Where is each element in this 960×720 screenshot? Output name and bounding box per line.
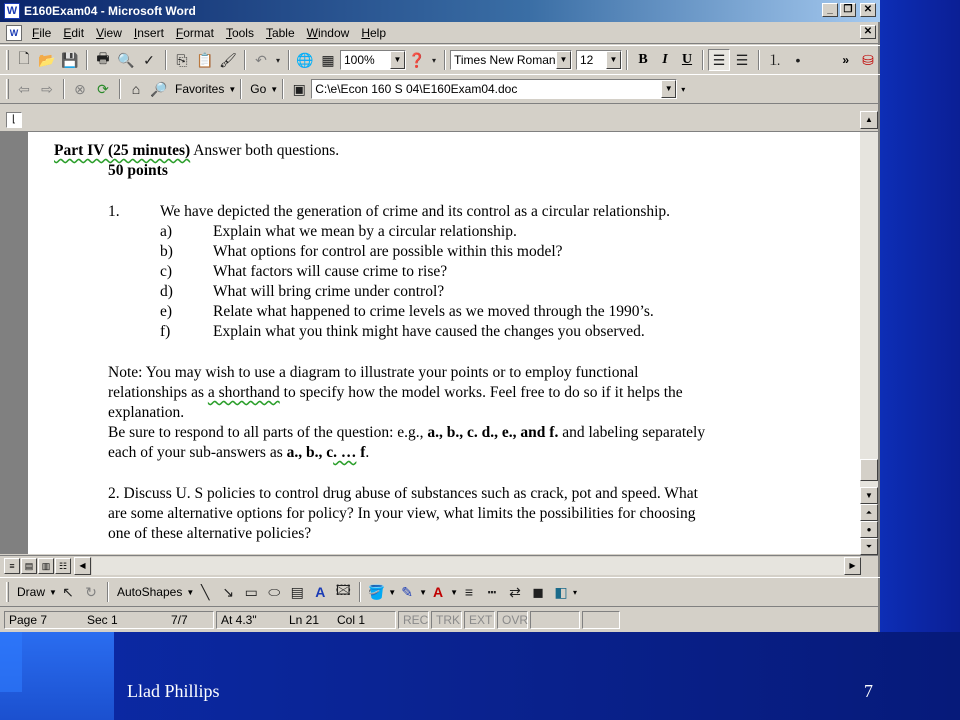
- note-line-3: explanation.: [108, 404, 185, 421]
- points-label: 50 points: [108, 162, 168, 179]
- line-color-dropdown-icon[interactable]: ▼: [419, 587, 428, 597]
- q1-item-text: Explain what you think might have caused the changes you observed.: [213, 323, 645, 340]
- undo-dropdown-icon[interactable]: ▾: [275, 55, 280, 65]
- font-color-dropdown-icon[interactable]: ▼: [450, 587, 459, 597]
- instruction-line-1-end: and labeling separately: [558, 424, 706, 441]
- zoom-value: 100%: [344, 53, 375, 67]
- menu-file[interactable]: File: [32, 25, 52, 40]
- font-size-value: 12: [580, 53, 594, 67]
- instruction-line-2-parts: a., b., c: [286, 444, 334, 461]
- stop-icon[interactable]: ⊗: [74, 80, 86, 97]
- word-app-icon[interactable]: W: [4, 3, 20, 19]
- status-page-count: 7/7: [171, 613, 188, 627]
- fill-color-icon[interactable]: 🪣: [367, 583, 385, 600]
- status-section: Sec 1: [87, 613, 118, 627]
- line-icon[interactable]: ╲: [201, 583, 210, 600]
- fill-color-dropdown-icon[interactable]: ▼: [388, 587, 397, 597]
- toolbar-separator: [288, 50, 290, 70]
- instruction-line-1: [108, 424, 705, 442]
- window-title: E160Exam04 - Microsoft Word: [24, 4, 196, 18]
- q1-item-label: d): [160, 283, 173, 300]
- autoshapes-menu[interactable]: AutoShapes: [116, 585, 183, 599]
- instruction-line-2-period: .: [365, 444, 370, 461]
- close-button[interactable]: ✕: [860, 3, 876, 17]
- draw-dropdown-icon[interactable]: ▼: [49, 587, 57, 597]
- go-dropdown-icon[interactable]: ▼: [270, 84, 279, 94]
- forward-arrow-icon[interactable]: ⇨: [41, 80, 53, 97]
- font-color-icon[interactable]: A: [433, 584, 444, 600]
- zoom-dropdown-icon[interactable]: ▼: [390, 51, 405, 69]
- q1-number: 1.: [108, 203, 120, 220]
- font-size-combo[interactable]: [576, 50, 622, 70]
- arrow-icon[interactable]: ↘: [222, 583, 235, 600]
- document-icon[interactable]: W: [6, 25, 22, 41]
- web-layout-view-icon[interactable]: ▤: [21, 558, 37, 574]
- slide-right-strip: [880, 0, 960, 632]
- help-icon[interactable]: ❓: [408, 51, 426, 68]
- title-bar[interactable]: [0, 0, 880, 22]
- menu-insert[interactable]: Insert: [133, 25, 164, 40]
- table-icon[interactable]: ▦: [321, 51, 335, 68]
- heading-part: Part IV (25 minutes): [54, 142, 191, 159]
- drawing-toolbar-options-icon[interactable]: ▾: [573, 587, 578, 597]
- scroll-up-button[interactable]: ▲: [860, 111, 878, 129]
- align-left-icon[interactable]: ☰: [708, 49, 730, 71]
- q2-line-2: are some alternative options for policy? In your view, what limits the possibilities for choosing: [108, 505, 696, 522]
- menu-tools[interactable]: Tools: [225, 25, 254, 40]
- refresh-icon[interactable]: ⟳: [97, 80, 109, 97]
- toolbar-separator: [107, 582, 109, 602]
- status-trk[interactable]: TRK: [431, 611, 462, 629]
- scroll-right-icon[interactable]: ▶: [844, 557, 861, 575]
- q1-item-label: c): [160, 263, 173, 280]
- italic-button[interactable]: I: [662, 52, 668, 67]
- format-painter-icon[interactable]: 🖌: [219, 51, 237, 68]
- q1-item-text: What options for control are possible within this model?: [213, 243, 563, 260]
- scroll-left-icon[interactable]: ◀: [74, 557, 91, 575]
- menu-window[interactable]: Window: [306, 25, 350, 40]
- note-line-2: [108, 384, 683, 402]
- status-rec[interactable]: REC: [398, 611, 429, 629]
- show-only-web-toolbar-icon[interactable]: ▣: [292, 80, 306, 97]
- q1-item-text: What will bring crime under control?: [213, 283, 445, 300]
- instruction-line-2: [108, 444, 369, 462]
- select-browse-object-icon[interactable]: ●: [860, 521, 878, 538]
- bold-button[interactable]: B: [638, 52, 648, 67]
- q1-item-label: f): [160, 323, 171, 340]
- q1-item-label: b): [160, 243, 173, 260]
- print-preview-icon[interactable]: 🔍: [117, 51, 135, 68]
- toolbar-separator: [165, 50, 167, 70]
- go-menu[interactable]: Go: [250, 82, 267, 96]
- undo-icon[interactable]: ↶: [255, 51, 267, 68]
- menu-help[interactable]: Help: [361, 25, 387, 40]
- status-page-section: [4, 611, 214, 629]
- status-ovr[interactable]: OVR: [497, 611, 528, 629]
- standard-toolbar: [0, 45, 880, 75]
- q2-line-1: 2. Discuss U. S policies to control drug abuse of substances such as crack, pot and speed. What: [108, 485, 698, 502]
- normal-view-icon[interactable]: ≡: [4, 558, 20, 574]
- acrobat-pdf-icon[interactable]: ⛁: [862, 51, 874, 68]
- draw-menu[interactable]: Draw: [17, 585, 46, 599]
- status-ext[interactable]: EXT: [464, 611, 495, 629]
- oval-icon[interactable]: ⬭: [268, 583, 281, 600]
- toolbar-overflow-icon[interactable]: »: [842, 53, 849, 67]
- menu-view[interactable]: View: [96, 25, 122, 40]
- select-objects-icon[interactable]: ↖: [62, 583, 74, 600]
- toolbar-separator: [626, 50, 628, 70]
- toolbar-separator: [444, 50, 446, 70]
- note-line-2-end: to specify how the model works. Feel free to do so if it helps the: [279, 384, 683, 401]
- favorites-dropdown-icon[interactable]: ▼: [228, 84, 237, 94]
- status-line: Ln 21: [289, 613, 320, 627]
- instruction-line-2-start: each of your sub-answers as: [108, 444, 287, 461]
- web-toolbar: [0, 74, 880, 104]
- address-dropdown-icon[interactable]: ▼: [661, 80, 676, 98]
- slide-author: Llad Phillips: [127, 681, 220, 701]
- shadow-icon[interactable]: ◼: [532, 583, 544, 600]
- q1-item-label: a): [160, 223, 173, 240]
- free-rotate-icon[interactable]: ↻: [85, 583, 97, 600]
- hyperlink-icon[interactable]: 🌐: [296, 51, 314, 68]
- minimize-button[interactable]: _: [822, 3, 838, 17]
- toolbar-separator: [702, 50, 704, 70]
- slide-left-block: [0, 632, 22, 692]
- search-web-icon[interactable]: 🔎: [150, 80, 168, 97]
- status-bar: [0, 608, 880, 632]
- save-icon[interactable]: 💾: [61, 51, 79, 68]
- vertical-scroll-thumb[interactable]: [860, 459, 878, 481]
- instruction-line-1-parts: a., b., c. d., e., and f.: [427, 424, 559, 441]
- restore-button[interactable]: ❐: [840, 3, 856, 17]
- menu-bar: [0, 22, 880, 44]
- previous-page-icon[interactable]: ⏶: [860, 504, 878, 521]
- back-arrow-icon[interactable]: ⇦: [18, 80, 30, 97]
- toolbar-separator: [119, 79, 121, 99]
- document-page[interactable]: [28, 132, 860, 554]
- favorites-menu[interactable]: Favorites: [175, 82, 225, 96]
- font-name-value: Times New Roman: [454, 53, 556, 67]
- next-page-icon[interactable]: ⏷: [860, 538, 878, 555]
- toolbar-separator: [63, 79, 65, 99]
- copy-icon[interactable]: ⎘: [176, 51, 188, 68]
- note-line-2-flagged: a shorthand: [207, 384, 280, 401]
- status-language: [530, 611, 580, 629]
- outline-view-icon[interactable]: ☷: [55, 558, 71, 574]
- status-spelling[interactable]: [582, 611, 620, 629]
- instruction-line-1-start: Be sure to respond to all parts of the question: e.g.,: [108, 424, 428, 441]
- q1-item-text: Relate what happened to crime levels as we moved through the 1990’s.: [213, 303, 654, 320]
- vertical-scrollbar[interactable]: [860, 132, 878, 554]
- toolbar-separator: [282, 79, 284, 99]
- ruler-row: [0, 104, 880, 132]
- paste-icon[interactable]: 📋: [196, 51, 214, 68]
- status-page: Page 7: [9, 613, 48, 627]
- bullets-icon[interactable]: •: [795, 52, 801, 68]
- slide-page-number: 7: [864, 681, 873, 701]
- arrow-style-icon[interactable]: ⇄: [509, 583, 521, 600]
- line-color-icon[interactable]: ✎: [401, 583, 414, 600]
- font-name-dropdown-icon[interactable]: ▼: [556, 51, 571, 69]
- status-at: At 4.3": [221, 613, 257, 627]
- q1-item-text: Explain what we mean by a circular relationship.: [213, 223, 517, 240]
- q1-item-label: e): [160, 303, 173, 320]
- autoshapes-dropdown-icon[interactable]: ▼: [186, 587, 195, 597]
- toolbar-separator: [758, 50, 760, 70]
- dash-style-icon[interactable]: ┅: [487, 583, 497, 600]
- 3d-icon[interactable]: ◧: [554, 583, 568, 600]
- heading-instruction: Answer both questions.: [190, 142, 340, 159]
- font-name-combo[interactable]: [450, 50, 572, 70]
- q2-line-3: one of these alternative policies?: [108, 525, 312, 542]
- toolbar-grip[interactable]: [6, 50, 9, 70]
- tab-selector-icon[interactable]: ⌊: [6, 112, 22, 128]
- toolbar-separator: [240, 79, 242, 99]
- font-size-dropdown-icon[interactable]: ▼: [606, 51, 621, 69]
- toolbar-separator: [244, 50, 246, 70]
- toolbar-separator: [86, 50, 88, 70]
- toolbar-grip[interactable]: [6, 582, 9, 602]
- menu-table[interactable]: Table: [265, 25, 295, 40]
- web-toolbar-options-icon[interactable]: ▾: [681, 84, 686, 94]
- align-center-icon[interactable]: ☰: [735, 51, 749, 68]
- document-close-button[interactable]: ✕: [860, 25, 876, 39]
- toolbar-grip[interactable]: [6, 79, 9, 99]
- spelling-icon[interactable]: ✓: [143, 51, 155, 68]
- horizontal-scrollbar-row: [0, 555, 880, 575]
- zoom-combo[interactable]: [340, 50, 406, 70]
- line-style-icon[interactable]: ≡: [464, 584, 474, 600]
- menu-edit[interactable]: Edit: [63, 25, 85, 40]
- wordart-icon[interactable]: A: [315, 584, 326, 600]
- heading-line: [54, 142, 339, 160]
- numbering-icon[interactable]: ⒈: [768, 52, 782, 68]
- print-layout-view-icon[interactable]: ▥: [38, 558, 54, 574]
- home-icon[interactable]: ⌂: [131, 81, 141, 97]
- underline-button[interactable]: U: [681, 52, 693, 67]
- status-position: [216, 611, 396, 629]
- menu-format[interactable]: Format: [175, 25, 214, 40]
- new-document-icon[interactable]: 🗋: [18, 50, 30, 66]
- text-box-icon[interactable]: ▤: [290, 583, 304, 600]
- drawing-toolbar: [0, 577, 880, 607]
- q1-item-text: What factors will cause crime to rise?: [213, 263, 448, 280]
- instruction-line-2-ellipsis: . …: [333, 444, 357, 461]
- help-dropdown-icon[interactable]: ▾: [431, 55, 436, 65]
- note-line-1: Note: You may wish to use a diagram to illustrate your points or to employ functional: [108, 364, 639, 381]
- toolbar-separator: [359, 582, 361, 602]
- horizontal-scroll-track[interactable]: [92, 557, 844, 575]
- instruction-line-2-f: f: [356, 444, 366, 461]
- document-area: [0, 132, 860, 554]
- status-column: Col 1: [337, 613, 366, 627]
- scroll-down-icon[interactable]: ▼: [860, 487, 878, 504]
- address-combo[interactable]: [311, 79, 677, 99]
- q1-text: We have depicted the generation of crime and its control as a circular relationship.: [160, 203, 671, 220]
- rectangle-icon[interactable]: ▭: [244, 583, 258, 600]
- address-value: C:\e\Econ 160 S 04\E160Exam04.doc: [315, 82, 518, 96]
- print-icon[interactable]: 🖶: [96, 50, 110, 66]
- note-line-2-start: relationships as: [108, 384, 208, 401]
- open-folder-icon[interactable]: 📂: [38, 51, 56, 68]
- clip-art-icon[interactable]: 🖾: [335, 582, 351, 598]
